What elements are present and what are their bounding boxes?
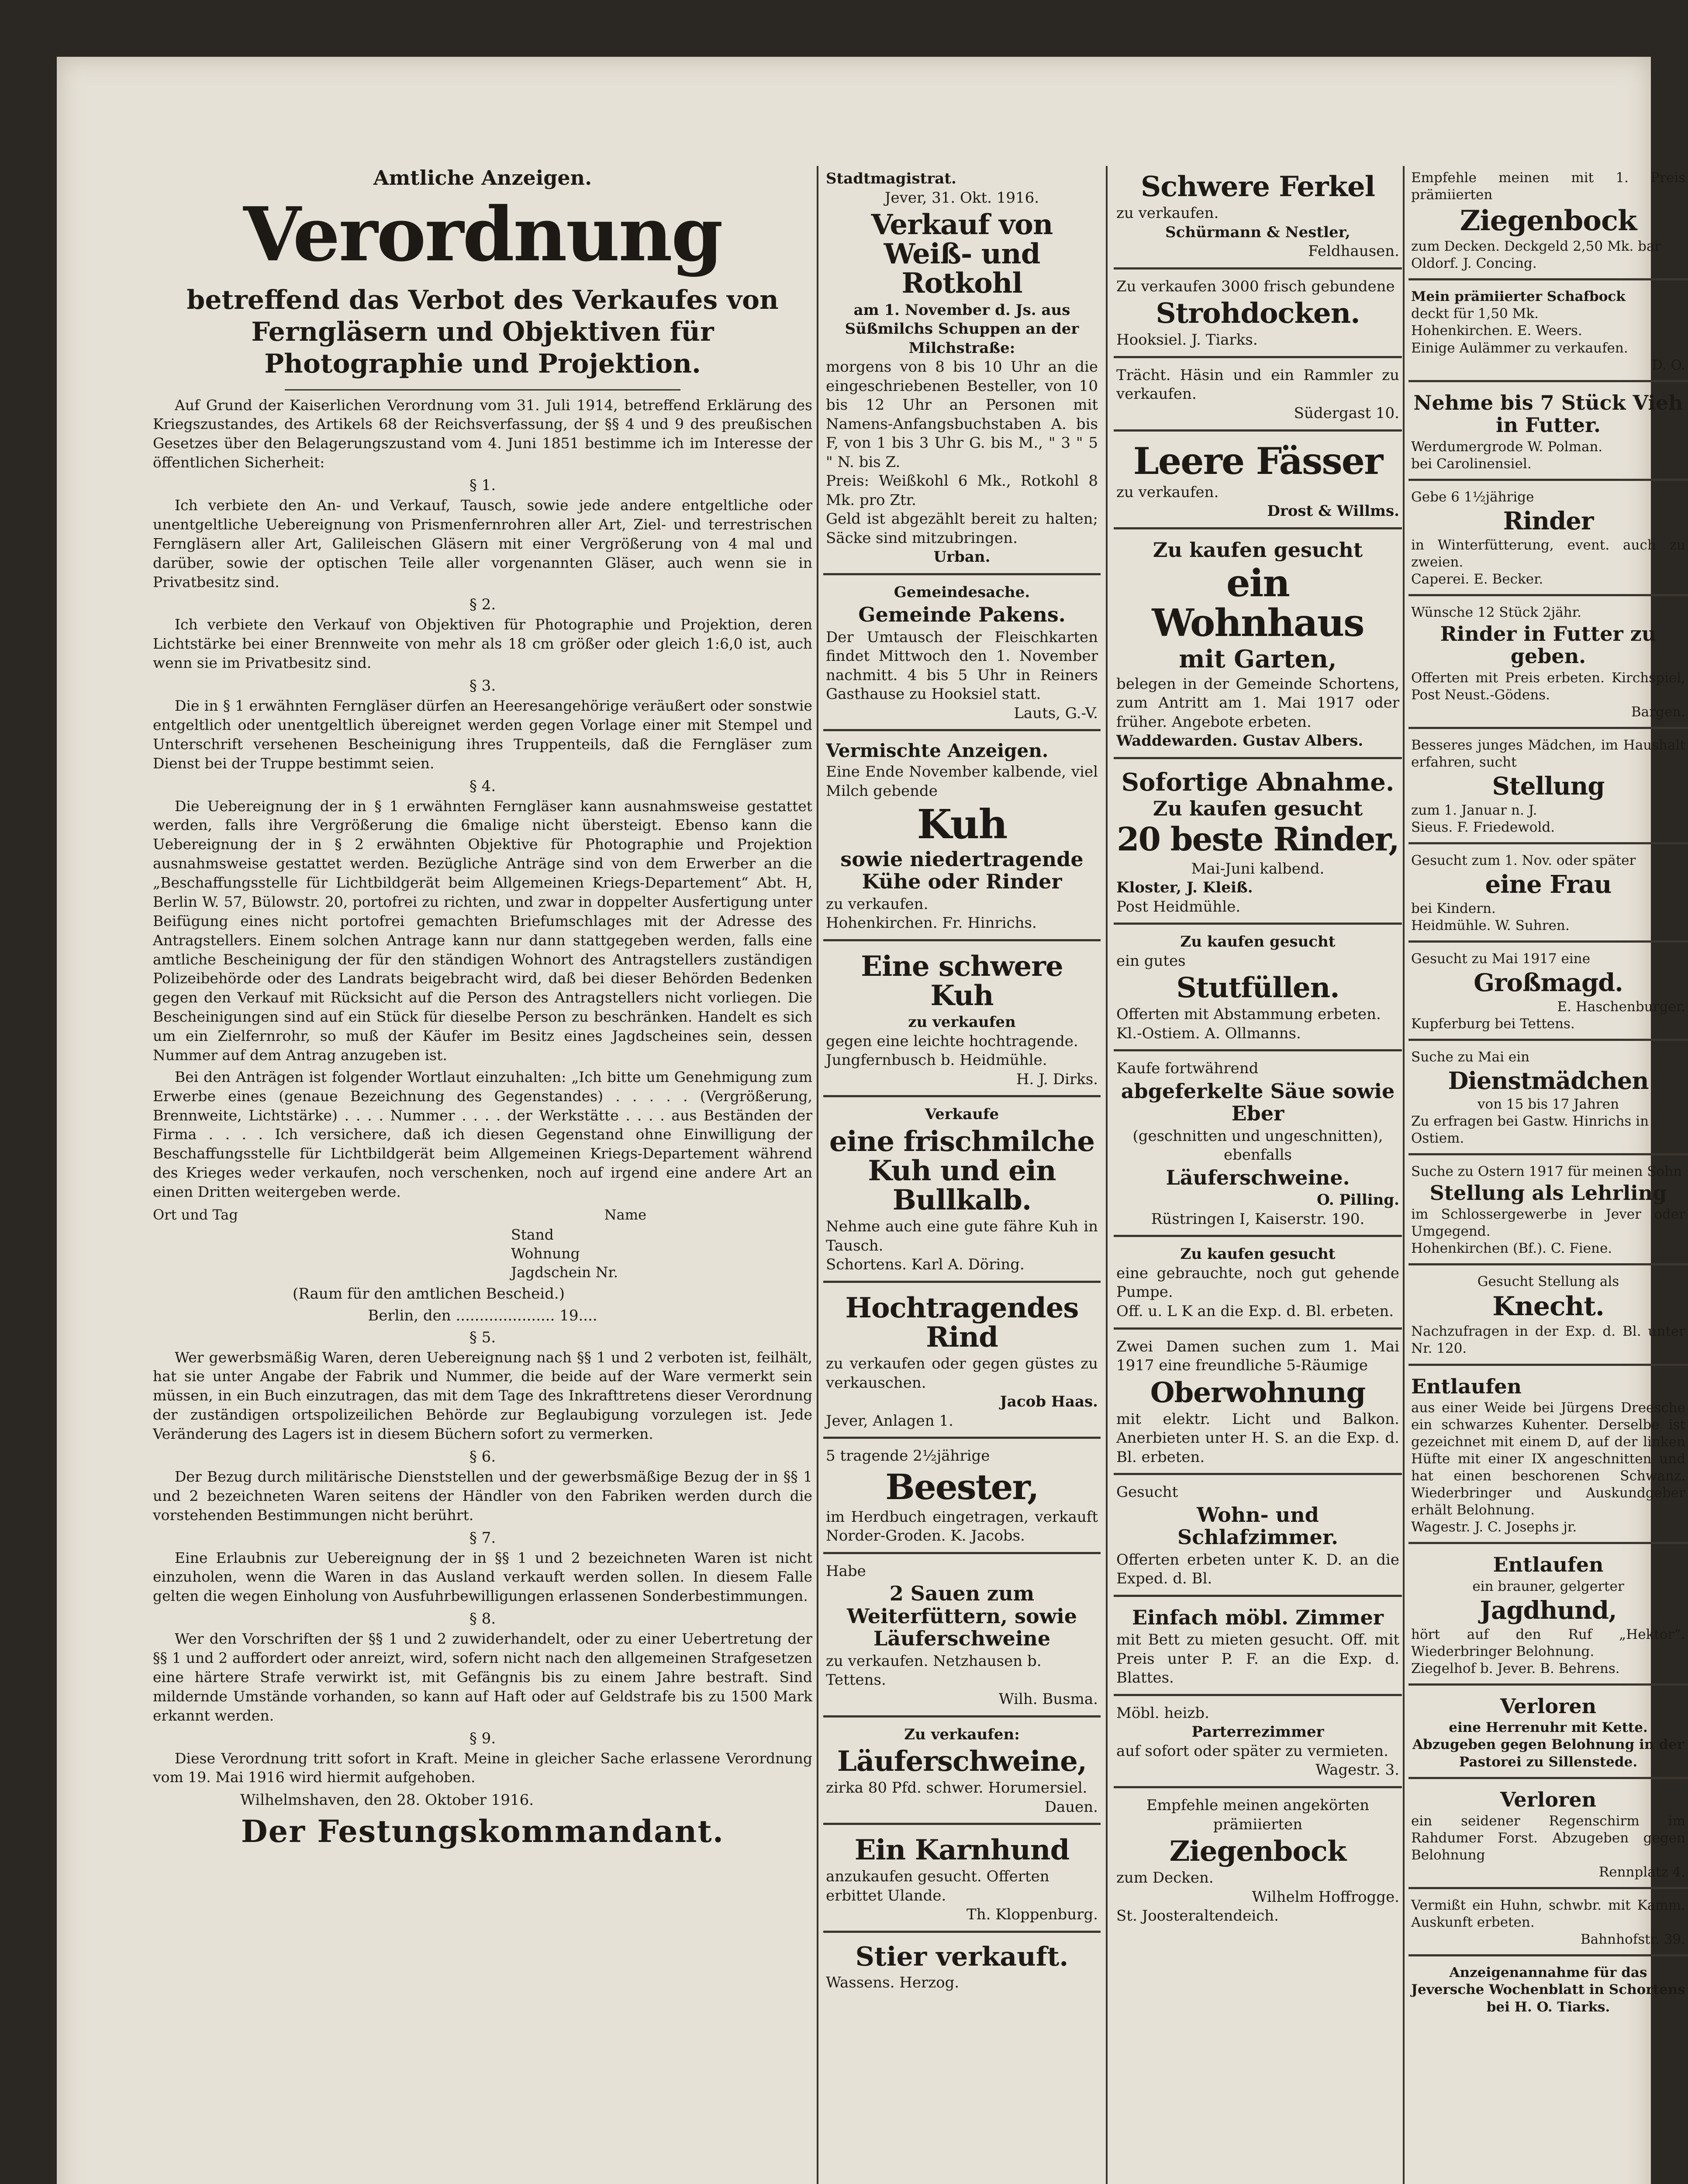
ad-title: Ein Karnhund xyxy=(854,1834,1070,1867)
ad-body2: Einige Aulämmer zu verkaufen. xyxy=(1411,340,1628,356)
ad-schwere-kuh xyxy=(823,946,1101,1097)
ad-body: Offerten mit Preis erbeten. Kirchspiel, Post Neust.-Gödens. xyxy=(1411,670,1685,703)
ad-title2: Jagdhund, xyxy=(1480,1596,1617,1625)
ad-place: St. Joosteraltendeich. xyxy=(1116,1907,1279,1925)
ad-title: Stier verkauft. xyxy=(855,1941,1069,1972)
ad-sub: sowie niedertragende Kühe oder Rinder xyxy=(840,847,1084,894)
ad-karnhund xyxy=(823,1829,1101,1933)
section-text: Ich verbiete den Verkauf von Objektiven für Photographie und Projektion, deren Lichtstärke bei einer Brennweite von mehr als 18 cm größer oder gleich 1:6,0 ist, auch wenn sie im Privatbesitz sind. xyxy=(153,616,812,672)
ad-kohl xyxy=(823,166,1101,575)
ad-head: Sofortige Abnahme. xyxy=(1121,767,1395,797)
ad-intro: Empfehle meinen angekörten prämiierten xyxy=(1146,1796,1370,1833)
ad-verloren-schirm xyxy=(1408,1783,1688,1890)
ad-body: hört auf den Ruf „Hektor“. Wiederbringer Belohnung. xyxy=(1411,1626,1685,1659)
ad-sign: Hohenkirchen (Bf.). C. Fiene. xyxy=(1411,1241,1612,1257)
ad-body: Anzeigenannahme für das Jeversche Wochenblatt in Schortens bei H. O. Tiarks. xyxy=(1411,1965,1685,2015)
ad-title: ein Wohnhaus xyxy=(1152,561,1364,645)
ad-sign: Oldorf. J. Concing. xyxy=(1411,256,1537,272)
ad-body: Mai-Juni kalbend. xyxy=(1191,860,1325,878)
ad-rinder-futter xyxy=(1408,601,1688,729)
ad-title: Parterrezimmer xyxy=(1191,1723,1324,1741)
ad-grossmagd xyxy=(1408,947,1688,1041)
form-place: Ort und Tag xyxy=(153,1206,238,1223)
ad-frischmilch xyxy=(823,1102,1101,1283)
ad-title: Nehme bis 7 Stück Vieh in Futter. xyxy=(1413,390,1683,437)
ad-body: anzukaufen gesucht. Offerten erbittet Ulande. xyxy=(826,1868,1049,1904)
decree-subheading: betreffend das Verbot des Verkaufes von Ferngläsern und Objektiven für Photographie und Projektion. xyxy=(186,285,779,380)
ad-body: zum Decken. Deckgeld 2,50 Mk. bar xyxy=(1411,238,1661,255)
ad-body: zu verkaufen. xyxy=(1116,204,1219,222)
ad-body: deckt für 1,50 Mk. xyxy=(1411,306,1539,322)
ad-intro: Suche zu Mai ein xyxy=(1411,1049,1530,1065)
ad-sign: Hooksiel. J. Tiarks. xyxy=(1116,331,1258,349)
ad-stellung xyxy=(1408,733,1688,844)
section-label: § 9. xyxy=(469,1729,496,1747)
ad-stutfuellen xyxy=(1114,929,1402,1051)
ad-sub: am 1. November d. Js. aus Süßmilchs Schuppen an der Milchstraße: xyxy=(845,301,1079,357)
ad-title: Großmagd. xyxy=(1474,968,1623,997)
section-label: § 5. xyxy=(469,1328,496,1346)
ad-sign: Schürmann & Nestler, xyxy=(1165,223,1350,241)
ad-title: Leere Fässer xyxy=(1133,439,1383,483)
form-berlin: Berlin, den ..................... 19.... xyxy=(368,1306,597,1324)
ad-body: Der Umtausch der Fleischkarten findet Mittwoch den 1. November nachmitt. 4 bis 5 Uhr in Reiners Gasthause zu Hooksiel statt. xyxy=(826,628,1098,703)
ad-sign: Südergast 10. xyxy=(1294,404,1399,422)
ad-sign: Sieus. F. Friedewold. xyxy=(1411,819,1555,835)
ad-body: auf sofort oder später zu vermieten. xyxy=(1116,1742,1388,1760)
ad-body: im Herdbuch eingetragen, verkauft Norder-Groden. K. Jacobs. xyxy=(826,1508,1098,1545)
ad-head: Gemeindesache. xyxy=(894,583,1030,601)
ad-saeue xyxy=(1114,1056,1402,1237)
ad-title: Verkauf von Weiß- und Rotkohl xyxy=(871,208,1053,300)
ad-pumpe xyxy=(1114,1241,1402,1329)
ad-sign: Wilh. Busma. xyxy=(998,1690,1098,1708)
column-rule xyxy=(1106,166,1108,2184)
ad-title: 2 Sauen zum Weiterfüttern, sowie Läuferschweine xyxy=(846,1582,1077,1651)
decree-heading: Verordnung xyxy=(243,191,722,278)
form-wohnung: Wohnung xyxy=(511,1244,580,1262)
ad-wohnzimmer xyxy=(1114,1479,1402,1597)
ad-price: Preis: Weißkohl 6 Mk., Rotkohl 8 Mk. pro Ztr. xyxy=(826,472,1098,509)
ad-sign: Kloster, J. Kleiß. xyxy=(1116,879,1253,897)
ad-title: Oberwohnung xyxy=(1150,1376,1366,1409)
ad-lehrling xyxy=(1408,1160,1688,1266)
ad-gemeinde xyxy=(823,580,1101,732)
ad-intro: Gesucht zu Mai 1917 eine xyxy=(1411,950,1591,967)
section-label: § 2. xyxy=(469,596,496,614)
ad-sign: Kl.-Ostiem. A. Ollmanns. xyxy=(1116,1024,1301,1042)
ad-intro: Eine Ende November kalbende, viel Milch gebende xyxy=(826,763,1098,800)
ad-intro: Gesucht xyxy=(1116,1483,1178,1501)
ad-intro: ein gutes xyxy=(1116,952,1186,970)
ad-entlaufen-rind xyxy=(1408,1370,1688,1545)
ad-head: Zu kaufen gesucht xyxy=(1180,933,1336,951)
ad-sign: Wassens. Herzog. xyxy=(826,1974,960,1992)
ad-sign: Schortens. Karl A. Döring. xyxy=(826,1256,1025,1274)
ad-body: im Schlossergewerbe in Jever oder Umgegend. xyxy=(1411,1206,1685,1240)
ad-title: Einfach möbl. Zimmer xyxy=(1132,1605,1384,1629)
ad-date: Jever, 31. Okt. 1916. xyxy=(884,189,1039,207)
ad-body: zu verkaufen. xyxy=(826,895,929,913)
ad-sign: Zu erfragen bei Gastw. Hinrichs in Ostiem. xyxy=(1411,1113,1649,1146)
section-text: Wer gewerbsmäßig Waren, deren Uebereignung nach §§ 1 und 2 verboten ist, feilhält, hat sie unter Angabe der Fabrik und Nummer, die beide auf der Ware vermerkt sein müssen, in ein Buch einzutragen, das mit dem Tage des Inkrafttretens dieser Verordnung der zuständigen ortspolizeilichen Behörde zur Beglaubigung vorzulegen ist. Jede Veränderung des Lagers ist in diesem Büchern sofort zu vermerken. xyxy=(153,1348,812,1443)
ad-body: Nehme auch eine gute fähre Kuh in Tausch. xyxy=(826,1218,1098,1254)
ad-title: Hochtragendes Rind xyxy=(845,1291,1079,1354)
ad-sauen xyxy=(823,1559,1101,1717)
ad-head: Verkaufe xyxy=(925,1106,999,1123)
ad-title: Gemeinde Pakens. xyxy=(858,603,1066,627)
section-label: § 6. xyxy=(469,1448,496,1465)
ad-intro: Habe xyxy=(826,1562,866,1580)
ad-title: Läuferschweine, xyxy=(837,1745,1087,1778)
ad-laeuferschweine xyxy=(823,1722,1101,1825)
ad-head: Vermischte Anzeigen. xyxy=(826,740,1049,762)
decree-intro: Auf Grund der Kaiserlichen Verordnung vom 31. Juli 1914, betreffend Erklärung des Kriegszustandes, des Artikels 68 der Reichsverfassung, der §§ 4 und 9 des preußischen Gesetzes über den Belagerungszustand vom 4. Juni 1851 bestimme ich im Interesse der öffentlichen Sicherheit: xyxy=(153,396,812,471)
ad-place: Post Heidmühle. xyxy=(1116,898,1241,916)
section-label: § 3. xyxy=(469,677,496,695)
ad-verloren-uhr xyxy=(1408,1690,1688,1779)
ad-intro: Zu verkaufen 3000 frisch gebundene xyxy=(1116,277,1395,295)
ad-sign: Heidmühle. W. Suhren. xyxy=(1411,917,1570,933)
section-text: Der Bezug durch militärische Dienststellen und der gewerbsmäßige Bezug der in §§ 1 und 2 bezeichneten Waren seitens der Händler von den Fabriken werden durch die vorstehenden Bestimmungen nicht berührt. xyxy=(153,1468,812,1524)
ad-title: Ziegenbock xyxy=(1460,204,1637,238)
ad-sub: Zu kaufen gesucht xyxy=(1153,797,1363,821)
ad-sign: Hohenkirchen. E. Weers. xyxy=(1411,323,1582,339)
column-ads-4 xyxy=(1408,57,1688,2184)
ad-sign: Werdumergrode W. Polman. xyxy=(1411,439,1603,455)
ad-sign: Wagestr. 3. xyxy=(1315,1761,1399,1779)
form-raum: (Raum für den amtlichen Bescheid.) xyxy=(293,1285,565,1303)
ad-body: mit elektr. Licht und Balkon. Anerbieten unter H. S. an die Exp. d. Bl. erbeten. xyxy=(1116,1410,1399,1466)
ad-sub: mit Garten, xyxy=(1179,644,1337,674)
ad-intro: Gesucht zum 1. Nov. oder später xyxy=(1411,852,1636,868)
ad-title: Ziegenbock xyxy=(1169,1835,1346,1868)
ad-title: Beester, xyxy=(885,1466,1039,1507)
ad-vieh xyxy=(1408,387,1688,481)
form-name: Name xyxy=(604,1206,646,1223)
ad-sign: Bahnhofstr. 39. xyxy=(1580,1932,1685,1948)
ad-sign: Hohenkirchen. Fr. Hinrichs. xyxy=(826,914,1037,932)
ad-body: zu verkaufen. xyxy=(1116,483,1219,501)
ad-intro: Besseres junges Mädchen, im Haushalt erfahren, sucht xyxy=(1411,737,1685,770)
ad-anzeigenannahme xyxy=(1408,1961,1688,2022)
ad-sign: O. Pilling. xyxy=(1317,1191,1399,1209)
ad-intro: Mein prämiierter Schafbock xyxy=(1411,289,1626,305)
ad-body: gegen eine leichte hochtragende. Jungfernbusch b. Heidmühle. xyxy=(826,1032,1078,1069)
ad-sign: H. J. Dirks. xyxy=(1016,1070,1098,1088)
ad-title: Stellung als Lehrling xyxy=(1429,1181,1667,1205)
section-label: § 8. xyxy=(469,1610,496,1628)
ad-sign: Wilhelm Hoffrogge. xyxy=(1252,1888,1399,1906)
ad-title: Strohdocken. xyxy=(1156,297,1360,330)
column-rule xyxy=(1403,166,1405,2184)
ad-rinder-winter xyxy=(1408,485,1688,596)
ad-sign: Waddewarden. Gustav Albers. xyxy=(1116,732,1364,750)
ad-head: Stadtmagistrat. xyxy=(826,170,956,187)
ad-sign: Bargen. xyxy=(1631,704,1685,720)
ad-knecht xyxy=(1408,1270,1688,1365)
ad-intro: Zwei Damen suchen zum 1. Mai 1917 eine freundliche 5-Räumige xyxy=(1116,1337,1399,1375)
ad-body: Offerten mit Abstammung erbeten. xyxy=(1116,1006,1381,1023)
ad-intro: Empfehle meinen mit 1. Preis prämiierten xyxy=(1411,170,1685,203)
ad-title: Verloren xyxy=(1500,1787,1597,1811)
ad-beester xyxy=(823,1443,1101,1554)
ad-body: zirka 80 Pfd. schwer. Horumersiel. xyxy=(826,1779,1087,1797)
ad-stier xyxy=(823,1937,1101,1999)
ad-sign: Th. Kloppenburg. xyxy=(967,1906,1098,1924)
section-label: § 4. xyxy=(469,777,496,795)
ad-place: Jever, Anlagen 1. xyxy=(826,1412,953,1430)
ad-body: Trächt. Häsin und ein Rammler zu verkaufen. xyxy=(1116,366,1399,403)
ad-body: zum Decken. xyxy=(1116,1869,1214,1887)
newspaper-page xyxy=(57,57,1685,2184)
section-text: Wer den Vorschriften der §§ 1 und 2 zuwiderhandelt, oder zu einer Uebertretung der §§ 1 und 2 auffordert oder anreizt, wird, sofern nicht nach den allgemeinen Strafgesetzen eine härtere Strafe verwirkt ist, mit Gefängnis bis zu einem Jahre bestraft. Sind mildernde Umstände vorhanden, so kann auf Haft oder auf Geldstrafe bis zu 1500 Mark erkannt werden. xyxy=(153,1630,812,1724)
column-ads-2 xyxy=(823,57,1101,2184)
ad-haesin xyxy=(1114,363,1402,432)
ad-strohdocken xyxy=(1114,274,1402,358)
ad-sign: Drost & Willms. xyxy=(1267,502,1399,520)
ad-body: in Winterfütterung, event. auch zu zweien. xyxy=(1411,537,1685,570)
ad-intro: Kaufe fortwährend xyxy=(1116,1060,1259,1078)
form-place-row xyxy=(153,1206,812,1224)
ad-title: Stutfüllen. xyxy=(1176,971,1339,1005)
ad-title: eine Frau xyxy=(1485,870,1612,899)
ad-frau xyxy=(1408,849,1688,943)
ad-title: Entlaufen xyxy=(1411,1374,1522,1398)
ad-body: zu verkaufen. Netzhausen b. Tettens. xyxy=(826,1652,1042,1689)
ad-sign: Rennplatz 4. xyxy=(1598,1864,1685,1880)
ad-body: zum 1. Januar n. J. xyxy=(1411,802,1537,818)
ad-intro: Suche zu Ostern 1917 für meinen Sohn xyxy=(1411,1163,1682,1179)
ad-title: Eine schwere Kuh xyxy=(861,950,1063,1013)
section-text: Bei den Anträgen ist folgender Wortlaut einzuhalten: „Ich bitte um Genehmigung zum Erwerbe eines (genaue Bezeichnung des Gegenstandes) . . . . . (Vergrößerung, Brennweite, Lichtstärke) . . . . Nummer . . . . der Werkstätte . . . . aus Beständen der Firma . . . . Ich versichere, daß ich diesen Gegenstand ohne Einwilligung der Beschaffungsstelle für Lichtbildgerät beim Allgemeinen Kriegs-Departement während des Krieges weder verkaufen, noch verschenken, noch auf irgend eine andere Art an einen Dritten weitergeben werde. xyxy=(153,1068,812,1201)
ad-body: Offerten erbeten unter K. D. an die Exped. d. Bl. xyxy=(1116,1551,1399,1588)
ad-moebl-zimmer xyxy=(1114,1601,1402,1696)
ad-sign: Wagestr. J. C. Josephs jr. xyxy=(1411,1519,1577,1535)
ad-body: bei Kindern. xyxy=(1411,900,1496,916)
ad-place: bei Carolinensiel. xyxy=(1411,456,1532,472)
ad-ziegenbock-3 xyxy=(1114,1793,1402,1932)
section-title: Amtliche Anzeigen. xyxy=(373,166,592,190)
column-official-notices xyxy=(153,57,812,2184)
ad-title: Rinder in Futter zu geben. xyxy=(1440,622,1657,668)
ad-kuh xyxy=(823,736,1101,941)
ad-title: Entlaufen xyxy=(1493,1553,1604,1577)
section-label: § 1. xyxy=(469,477,496,494)
ad-sign: Caperei. E. Becker. xyxy=(1411,571,1543,587)
ad-sign: Off. u. L K an die Exp. d. Bl. erbeten. xyxy=(1116,1303,1394,1320)
ad-head: Zu kaufen gesucht xyxy=(1153,538,1363,562)
ad-sign: Urban. xyxy=(933,548,991,566)
ad-place: Feldhausen. xyxy=(1308,242,1399,260)
ad-entlaufen-hund xyxy=(1408,1548,1688,1686)
section-text: Die Uebereignung der in § 1 erwähnten Ferngläser kann ausnahmsweise gestattet werden, falls ihre Vergrößerung die 6malige nicht übersteigt. Ebenso kann die Uebereignung der in § 2 erwähnten Objektive für Photographie und Projektion ausnahmsweise gestattet werden. Bezügliche Anträge sind von dem Erwerber an die „Beschaffungsstelle für Lichtbildgerät beim Allgemeinen Kriegs-Departement“ Abt. H, Berlin W. 57, Bülowstr. 20, portofrei zu richten, und zwar in doppelter Ausfertigung unter Beifügung eines nicht portofrei gemachten Briefumschlages mit der Adresse des Antragstellers. Einem solchen Antrage kann nur dann stattgegeben werden, falls eine amtliche Bescheinigung der für den ständigen Wohnort des Antragstellers zuständigen Polizeibehörde oder des Landrats beigebracht wird, daß bei dieser Behörden Bedenken gegen den Verkauf mit Rücksicht auf die Person des Antragstellers nicht vorliegen. Die Bescheinigungen sind auf ein Stück für dieselbe Person zu beschränken. Handelt es sich um ein Zielfernrohr, so muß der Käufer im Besitz eines Jagdscheines sein, dessen Nummer auf dem Antrag anzugeben ist. xyxy=(153,797,812,1064)
ad-title: Schwere Ferkel xyxy=(1141,170,1375,203)
ad-body: aus einer Weide bei Jürgens Dreesche ein schwarzes Kuhenter. Derselbe ist gezeichnet mit einem D, auf der linken Hüfte mit einer IX angeschnitten und hat einen beschorenen Schwanz. Wiederbringer und Auskundgeber erhält Belohnung. xyxy=(1411,1400,1685,1518)
ad-body: eine gebrauchte, noch gut gehende Pumpe. xyxy=(1116,1264,1399,1301)
section-text: Diese Verordnung tritt sofort in Kraft. Meine in gleicher Sache erlassene Verordnung vom 19. Mai 1916 wird hiermit aufgehoben. xyxy=(153,1749,812,1786)
ad-intro: Gesucht Stellung als xyxy=(1477,1274,1619,1290)
signature: Der Festungskommandant. xyxy=(241,1813,725,1850)
ad-title: abgeferkelte Säue sowie Eber xyxy=(1121,1079,1395,1126)
ad-intro: Möbl. heizb. xyxy=(1116,1704,1209,1722)
ad-body: morgens von 8 bis 10 Uhr an die eingeschriebenen Besteller, von 10 bis 12 Uhr an Personen mit Namens-Anfangsbuchstaben A. bis F, von 1 bis 3 Uhr G. bis M., " 3 " 5 " N. bis Z. xyxy=(826,358,1098,471)
ad-place: Kupferburg bei Tettens. xyxy=(1411,1016,1575,1032)
ad-intro: 5 tragende 2½jährige xyxy=(826,1447,990,1465)
place-date: Wilhelmshaven, den 28. Oktober 1916. xyxy=(240,1791,534,1809)
ad-place: Rüstringen I, Kaiserstr. 190. xyxy=(1151,1210,1365,1228)
ad-sub: (geschnitten und ungeschnitten), ebenfalls xyxy=(1132,1127,1383,1164)
ad-title: Kuh xyxy=(917,801,1007,848)
column-ads-3 xyxy=(1114,57,1402,2184)
section-text: Die in § 1 erwähnten Ferngläser dürfen an Heeresangehörige veräußert oder sonstwie entgeltlich oder unentgeltlich übereignet werden gegen Vorlage einer mit Stempel und Unterschrift versehenen Bescheinigung ihres Truppenteils, daß die Ferngläser zum Dienst bei der Truppe bestimmt seien. xyxy=(153,697,812,772)
ad-body: Vermißt ein Huhn, schwbr. mit Kamm. Auskunft erbeten. xyxy=(1411,1897,1685,1931)
ad-sign: Jacob Haas. xyxy=(1000,1393,1098,1411)
ad-note: Geld ist abgezählt bereit zu halten; Säcke sind mitzubringen. xyxy=(826,510,1098,547)
ad-sign: E. Haschenburger. xyxy=(1557,999,1685,1015)
ad-huhn xyxy=(1408,1894,1688,1956)
ad-body: Nachzufragen in der Exp. d. Bl. unter Nr. 120. xyxy=(1411,1324,1685,1357)
ad-title: eine frischmilche Kuh und ein Bullkalb. xyxy=(829,1125,1095,1217)
ad-dienstmaedchen xyxy=(1408,1045,1688,1155)
section-text: Eine Erlaubnis zur Uebereignung der in §§ 1 und 2 bezeichneten Waren ist nicht einzuholen, wenn die Waren in das Ausland verkauft werden sollen. In diesem Falle gelten die wegen Einholung von Ausfuhrbewilligungen erlassenen Sonderbestimmungen. xyxy=(153,1549,812,1605)
ad-ferkel xyxy=(1114,166,1402,270)
ad-sign2: D. O. xyxy=(1652,357,1685,373)
ad-sign: Ziegelhof b. Jever. B. Behrens. xyxy=(1411,1660,1620,1676)
ad-intro: Gebe 6 1½jährige xyxy=(1411,489,1534,505)
ad-body: belegen in der Gemeinde Schortens, zum Antritt am 1. Mai 1917 oder früher. Angebote erbeten. xyxy=(1116,675,1399,731)
ad-title2: Läuferschweine. xyxy=(1166,1165,1350,1189)
ad-body: ein seidener Regenschirm im Rahdumer Forst. Abzugeben gegen Belohnung xyxy=(1411,1813,1685,1863)
ad-sub: ein brauner, gelgerter xyxy=(1472,1578,1624,1594)
ad-intro: Wünsche 12 Stück 2jähr. xyxy=(1411,604,1581,620)
ad-title: Wohn- und Schlafzimmer. xyxy=(1177,1503,1338,1549)
ad-title: Dienstmädchen xyxy=(1448,1066,1649,1095)
ad-body: zu verkaufen oder gegen güstes zu verkauschen. xyxy=(826,1355,1098,1392)
ad-head: Zu verkaufen: xyxy=(904,1725,1020,1743)
ad-title: 20 beste Rinder, xyxy=(1117,820,1399,858)
column-rule xyxy=(817,166,818,2184)
ad-wohnhaus xyxy=(1114,534,1402,759)
ad-title: Stellung xyxy=(1492,772,1605,801)
ad-body: eine Herrenuhr mit Kette. Abzugeben gegen Belohnung in der Pastorei zu Sillenstede. xyxy=(1412,1720,1684,1770)
divider xyxy=(285,389,680,390)
ad-faesser xyxy=(1114,436,1402,529)
ad-rind xyxy=(823,1287,1101,1439)
ad-body: von 15 bis 17 Jahren xyxy=(1477,1096,1619,1112)
ad-sign: Lauts, G.-V. xyxy=(1014,704,1098,722)
ad-title: Knecht. xyxy=(1492,1291,1604,1322)
ad-sub: zu verkaufen xyxy=(908,1013,1016,1031)
ad-rinder xyxy=(1114,764,1402,925)
ad-parterrezimmer xyxy=(1114,1700,1402,1788)
ad-oberwohnung xyxy=(1114,1334,1402,1476)
ad-title: Verloren xyxy=(1500,1694,1597,1718)
ad-ziegenbock xyxy=(1408,166,1688,280)
ad-title: Rinder xyxy=(1503,506,1594,536)
ad-head: Zu kaufen gesucht xyxy=(1180,1245,1336,1263)
ad-body: mit Bett zu mieten gesucht. Off. mit Preis unter P. F. an die Exp. d. Blattes. xyxy=(1116,1631,1399,1687)
ad-schafbock xyxy=(1408,285,1688,382)
ad-sign: Dauen. xyxy=(1044,1798,1098,1816)
section-text: Ich verbiete den An- und Verkauf, Tausch, sowie jede andere entgeltliche oder unentgeltliche Uebereignung von Prismenfernrohren aller Art, Ziel- und terrestrischen Ferngläsern aller Art, Galileischen Gläsern mit einer Vergrößerung von 4 mal und darüber, sowie der optischen Teile aller vorgenannten Gläser, auch wenn sie in Privatbesitz sind. xyxy=(153,497,812,591)
section-label: § 7. xyxy=(469,1529,496,1547)
form-stand: Stand xyxy=(511,1226,554,1243)
form-jagdschein: Jagdschein Nr. xyxy=(511,1263,618,1281)
